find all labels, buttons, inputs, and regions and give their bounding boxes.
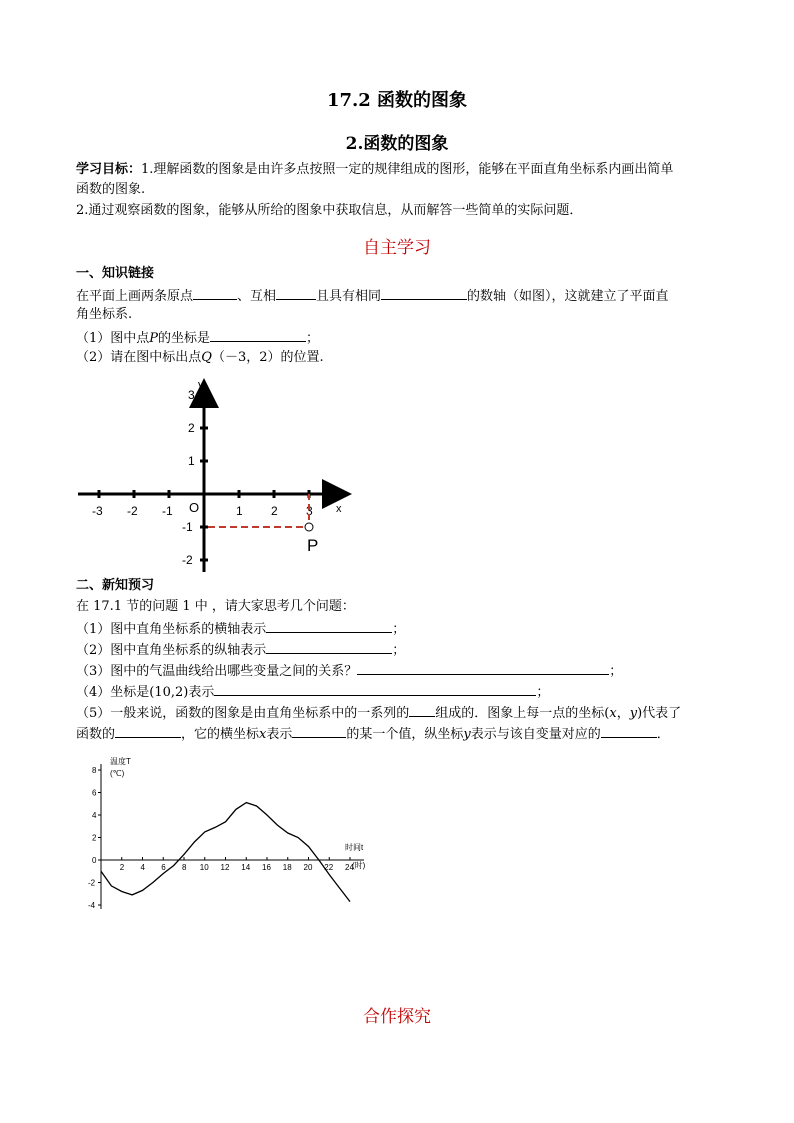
text: （2）请在图中标出点 (76, 350, 202, 365)
fill-blank[interactable] (115, 723, 181, 738)
chart-y-tick-label: 2 (92, 833, 97, 843)
chart-xunit: (时) (352, 861, 366, 870)
y-tick-label: 1 (188, 454, 195, 468)
var-y: y (463, 727, 471, 742)
chart-x-tick-label: 12 (220, 863, 230, 872)
fill-blank[interactable] (266, 639, 392, 654)
text: （2）图中直角坐标系的纵轴表示 (76, 643, 267, 658)
new-question-3 (76, 660, 622, 682)
text: 且具有相同 (316, 289, 382, 304)
fill-blank[interactable] (292, 723, 346, 738)
chart-y-tick-label: 8 (92, 766, 97, 775)
text: （1）图中点 (76, 331, 150, 346)
var-y: y (629, 706, 638, 721)
new-question-5-line2 (76, 723, 670, 745)
fill-blank[interactable] (381, 285, 467, 300)
text: （5）一般来说，函数的图象是由直角坐标系中的一系列的 (76, 706, 410, 721)
chart-x-tick-label: 4 (140, 863, 145, 872)
x-tick-label: -1 (162, 504, 173, 518)
chart-xlabel: 时间t (345, 843, 364, 852)
goals-text-1: 1.理解函数的图象是由许多点按照一定的规律组成的图形，能够在平面直角坐标系内画出简单 (141, 162, 674, 177)
text: ， (616, 706, 630, 721)
page-subtitle: 2.函数的图象 (345, 134, 449, 154)
chart-x-tick-label: 2 (119, 863, 125, 872)
chart-x-tick-label: 24 (345, 863, 354, 872)
chart-x-tick-label: 14 (241, 863, 251, 872)
chart-yunit: (℃) (110, 769, 125, 778)
x-tick-label: 1 (236, 504, 243, 518)
paragraph-axes (76, 285, 669, 307)
new-question-2 (76, 639, 405, 661)
text: ； (306, 331, 320, 346)
temperature-chart[interactable] (80, 754, 380, 924)
y-tick-label: -2 (182, 553, 193, 567)
chart-x-tick-label: 16 (262, 863, 271, 872)
x-tick-label: 3 (306, 504, 313, 518)
var-x: x (609, 706, 617, 721)
text: （3）图中的气温曲线给出哪些变量之间的关系？ (76, 664, 358, 679)
part1-heading: 一、知识链接 (76, 266, 155, 281)
paragraph-axes-line2: 角坐标系. (76, 307, 133, 322)
new-question-5 (76, 702, 681, 724)
fill-blank[interactable] (210, 327, 306, 342)
x-tick-label: -3 (92, 504, 103, 518)
y-axis-label: y (198, 379, 204, 391)
text: 表示 (266, 727, 293, 742)
new-question-4 (76, 681, 549, 703)
x-tick-label: 2 (271, 504, 278, 518)
point-p (305, 523, 313, 531)
text: 、互相 (237, 289, 277, 304)
y-tick-label: -1 (182, 520, 193, 534)
fill-blank[interactable] (276, 285, 316, 300)
chart-y-tick-label: -2 (88, 878, 96, 888)
fill-blank[interactable] (601, 723, 657, 738)
text: （1）图中直角坐标系的横轴表示 (76, 622, 267, 637)
page-title: 17.2 函数的图象 (326, 90, 468, 111)
chart-y-tick-label: -4 (88, 901, 96, 910)
coordinate-figure[interactable] (70, 372, 360, 574)
text: 在平面上画两条原点 (76, 289, 194, 304)
fill-blank[interactable] (357, 660, 609, 675)
text: （4）坐标是(10,2)表示 (76, 685, 215, 700)
text: ； (392, 643, 406, 658)
point-p-label: P (307, 536, 319, 555)
fill-blank[interactable] (409, 702, 435, 717)
chart-y-tick-label: 6 (92, 788, 97, 798)
question-1 (76, 327, 319, 349)
text: ； (609, 664, 623, 679)
goals-label: 学习目标： (76, 162, 142, 177)
chart-x-tick-label: 6 (161, 863, 166, 872)
fill-blank[interactable] (214, 681, 536, 696)
text: 的数轴（如图），这就建立了平面直 (467, 289, 669, 304)
text: ． (656, 727, 670, 742)
text: 组成的．图象上每一点的坐标( (435, 706, 610, 721)
text: ，它的横坐标 (181, 727, 260, 742)
text: 的坐标是 (158, 331, 211, 346)
chart-y-tick-label: 4 (92, 811, 97, 820)
text: )代表了 (637, 706, 682, 721)
section-self-study: 自主学习 (363, 238, 431, 258)
y-tick-label: 2 (188, 421, 195, 435)
goals-line-3: 2.通过观察函数的图象，能够从所给的图象中获取信息，从而解答一些简单的实际问题． (76, 203, 583, 218)
y-tick-label: 3 (188, 388, 195, 402)
section-cooperative: 合作探究 (363, 1007, 431, 1027)
var-x: x (259, 727, 267, 742)
text: （－3，2）的位置. (211, 350, 324, 365)
goals-line-1 (76, 160, 673, 180)
text: 的某一个值，纵坐标 (346, 727, 464, 742)
new-question-1 (76, 618, 405, 640)
goals-line-2: 函数的图象. (76, 182, 146, 197)
text: ； (536, 685, 550, 700)
chart-x-tick-label: 20 (303, 863, 313, 872)
chart-x-tick-label: 10 (199, 863, 209, 872)
chart-x-tick-label: 18 (282, 863, 292, 872)
var-p: P (149, 331, 159, 346)
fill-blank[interactable] (193, 285, 237, 300)
chart-x-tick-label: 22 (324, 863, 334, 872)
text: 函数的 (76, 727, 116, 742)
x-tick-label: -2 (127, 504, 138, 518)
var-q: Q (201, 350, 212, 365)
fill-blank[interactable] (266, 618, 392, 633)
text: ； (392, 622, 406, 637)
text: 表示与该自变量对应的 (470, 727, 601, 742)
chart-ylabel: 温度T (110, 757, 131, 766)
question-2 (76, 348, 324, 368)
x-axis-label: x (336, 503, 342, 515)
origin-label: O (189, 500, 200, 515)
part2-heading: 二、新知预习 (76, 578, 155, 593)
chart-x-tick-label: 8 (182, 863, 187, 872)
temperature-curve (101, 803, 350, 902)
new-intro: 在 17.1 节的问题 1 中 ，请大家思考几个问题： (76, 599, 355, 614)
chart-y-tick-label: 0 (92, 856, 97, 865)
